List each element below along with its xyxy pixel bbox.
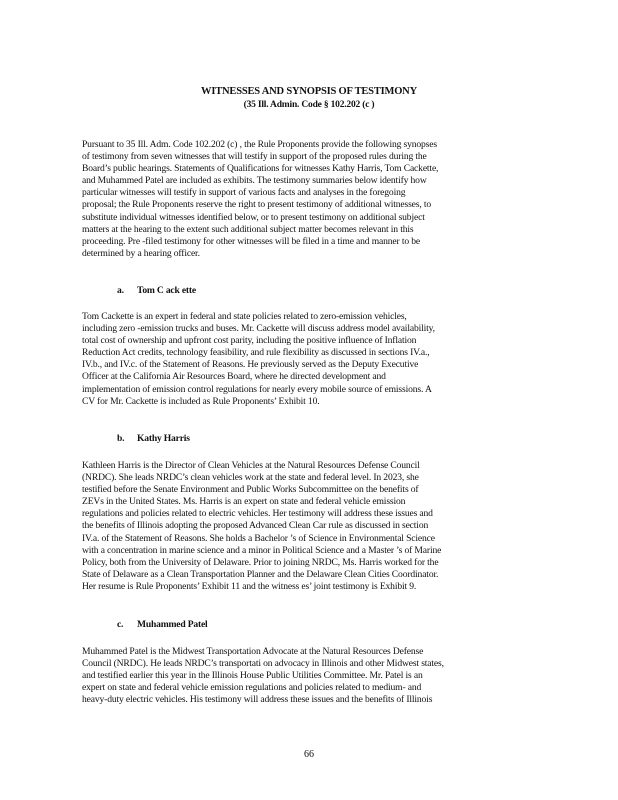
heading-text: Tom C ack ette (137, 285, 196, 296)
text-line: including zero -emission trucks and buses. Mr. Cackette will discuss address model availability, (82, 323, 435, 335)
page-number: 66 (304, 749, 314, 760)
text-line: State of Delaware as a Clean Transportation Planner and the Delaware Clean Cities Coordinator. (82, 568, 439, 580)
witness-paragraph-harris (82, 460, 522, 593)
text-line: Board’s public hearings. Statements of Qualifications for witnesses Kathy Harris, Tom Cackette, (82, 163, 439, 175)
intro-paragraph (82, 139, 522, 260)
heading-text: Kathy Harris (137, 433, 190, 444)
text-line: and testified earlier this year in the Illinois House Public Utilities Committee. Mr. Patel is an (82, 670, 423, 682)
text-line: testified before the Senate Environment and Public Works Subcommittee on the benefits of (82, 484, 419, 496)
section-title: WITNESSES AND SYNOPSIS OF TESTIMONY (201, 86, 417, 97)
text-line: regulations and policies related to electric vehicles. Her testimony will address these issues and (82, 508, 433, 520)
text-line: the benefits of Illinois adopting the proposed Advanced Clean Car rule as discussed in section (82, 520, 429, 532)
text-line: CV for Mr. Cackette is included as Rule Proponents’ Exhibit 10. (82, 395, 320, 407)
text-line: of testimony from seven witnesses that will testify in support of the proposed rules during the (82, 151, 427, 163)
text-line: Council (NRDC). He leads NRDC’s transportati on advocacy in Illinois and other Midwest states, (82, 658, 444, 670)
text-line: determined by a hearing officer. (82, 247, 200, 259)
section-citation: (35 Ill. Admin. Code § 102.202 (c ) (243, 100, 375, 110)
text-line: Tom Cackette is an expert in federal and state policies related to zero-emission vehicles, (82, 311, 407, 322)
text-line: Pursuant to 35 Ill. Adm. Code 102.202 (c) , the Rule Proponents provide the following synopses (82, 139, 437, 150)
text-line: Her resume is Rule Proponents’ Exhibit 11 and the witness es’ joint testimony is Exhibit 9. (82, 580, 417, 592)
witness-heading-patel (117, 619, 207, 630)
text-line: and Muhammed Patel are included as exhibits. The testimony summaries below identify how (82, 175, 427, 187)
text-line: Officer at the California Air Resources Board, where he directed development and (82, 371, 386, 383)
text-line: IV.b., and IV.c. of the Statement of Reasons. He previously served as the Deputy Executive (82, 359, 419, 371)
heading-label: b. (117, 433, 125, 444)
heading-text: Muhammed Patel (137, 619, 208, 630)
heading-label: c. (117, 619, 124, 630)
text-line: implementation of emission control regulations for nearly every mobile source of emissions. A (82, 383, 432, 395)
text-line: heavy-duty electric vehicles. His testimony will address these issues and the benefits of Illinois (82, 694, 433, 706)
text-line: matters at the hearing to the extent such additional subject matter becomes relevant in this (82, 223, 414, 235)
text-line: proceeding. Pre -filed testimony for other witnesses will be filed in a time and manner to be (82, 235, 420, 247)
witness-paragraph-patel (82, 646, 522, 706)
text-line: (NRDC). She leads NRDC’s clean vehicles work at the state and federal level. In 2023, she (82, 472, 419, 484)
witness-heading-harris (117, 433, 190, 444)
text-line: with a concentration in marine science and a minor in Political Science and a Master ’s of Marine (82, 544, 442, 556)
text-line: particular witnesses will testify in support of various facts and analyses in the foregoing (82, 187, 406, 199)
text-line: proposal; the Rule Proponents reserve the right to present testimony of additional witnesses, to (82, 199, 432, 211)
text-line: expert on state and federal vehicle emission regulations and policies related to medium- and (82, 682, 422, 694)
text-line: total cost of ownership and upfront cost parity, including the positive influence of Inflation (82, 335, 417, 347)
witness-heading-cackette (117, 285, 196, 296)
text-line: Muhammed Patel is the Midwest Transportation Advocate at the Natural Resources Defense (82, 646, 424, 657)
heading-label: a. (117, 285, 124, 296)
text-line: ZEVs in the United States. Ms. Harris is an expert on state and federal vehicle emission (82, 496, 406, 508)
text-line: Kathleen Harris is the Director of Clean Vehicles at the Natural Resources Defense Council (82, 460, 420, 471)
text-line: Policy, both from the University of Delaware. Prior to joining NRDC, Ms. Harris worked for the (82, 556, 439, 568)
text-line: substitute individual witnesses identified below, or to present testimony on additional subject (82, 211, 425, 223)
text-line: IV.a. of the Statement of Reasons. She holds a Bachelor ’s of Science in Environmental Science (82, 532, 435, 544)
witness-paragraph-cackette (82, 311, 522, 408)
text-line: Reduction Act credits, technology feasibility, and rule flexibility as discussed in sections IV.a., (82, 347, 430, 359)
